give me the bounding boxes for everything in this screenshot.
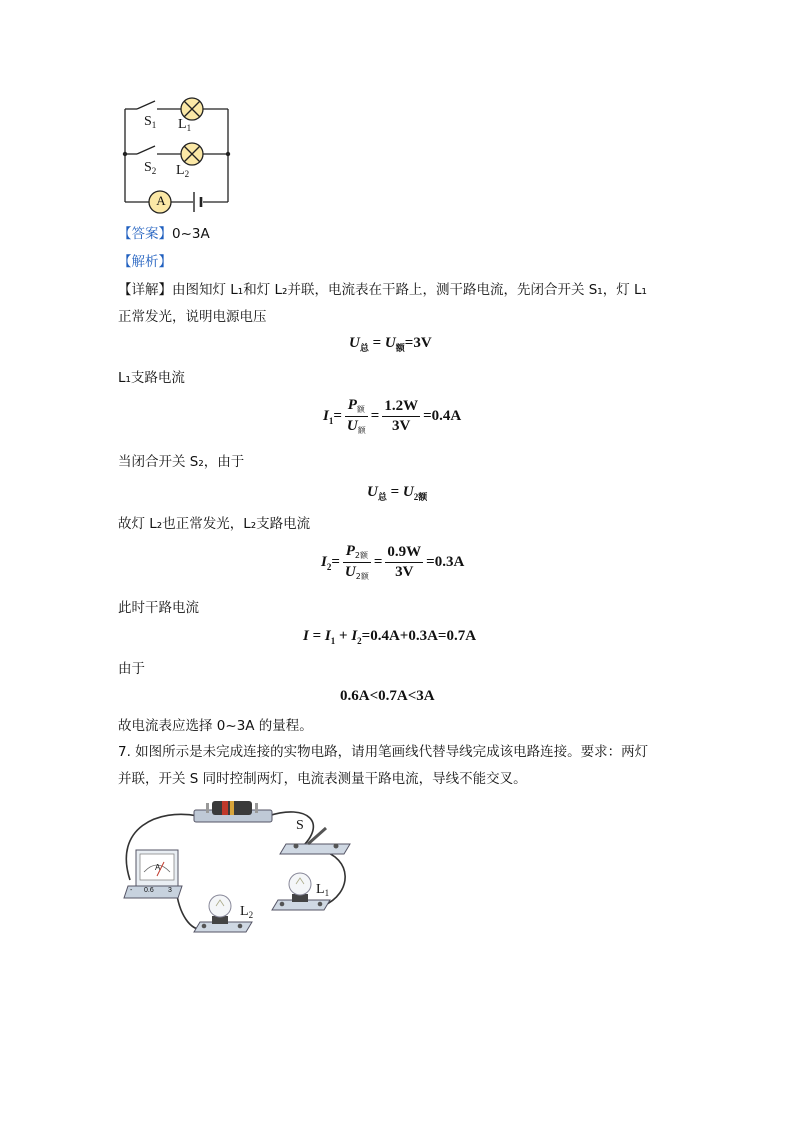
meter-a-label: A (155, 863, 161, 872)
meter-3-terminal: 3 (168, 887, 172, 894)
question7-line1: 7. 如图所示是未完成连接的实物电路，请用笔画线代替导线完成该电路连接。要求：两灯 (118, 744, 649, 760)
lamp-l2-label: L (176, 163, 185, 178)
line-l2-current: 故灯 L₂也正常发光，L₂支路电流 (118, 516, 311, 532)
lamp-l1-label: L (178, 117, 187, 132)
line-l1-current: L₁支路电流 (118, 370, 185, 386)
lamp-l2-sub: 2 (184, 169, 190, 179)
ammeter-label: A (156, 193, 166, 208)
physical-switch-label: S (296, 818, 304, 833)
equation-i2: $I_2=$ $\frac{P_{2额}}{U_{2额}}$ = $\frac{0.9W}{3V}$ =0.3A (321, 543, 465, 581)
physical-l2-label: L (240, 904, 249, 919)
switch-s1-label: S (144, 114, 152, 129)
equation-voltage: $U_总 = U_额=3V$ (349, 335, 432, 353)
meter-minus-terminal: - (130, 887, 133, 894)
detail-line2: 正常发光，说明电源电压 (118, 309, 267, 325)
switch-s2-sub: 2 (151, 166, 157, 176)
detail-line1: 由图知灯 L₁和灯 L₂并联，电流表在干路上，测干路电流，先闭合开关 S₁，灯 L₁ (172, 282, 647, 298)
analysis-tag: 【解析】 (118, 254, 172, 270)
line-since: 由于 (118, 661, 145, 677)
equation-total-current: $I = I_1 + I_2=0.4A+0.3A=0.7A$ (303, 628, 477, 646)
switch-s1-sub: 1 (151, 120, 157, 130)
physical-circuit-picture (118, 798, 358, 943)
lamp-l1-sub: 1 (186, 123, 192, 133)
detail-tag: 【详解】 (118, 282, 172, 298)
physical-l2-sub: 2 (248, 910, 254, 920)
meter-06-terminal: 0.6 (144, 887, 154, 894)
physical-l1-label: L (316, 882, 325, 897)
battery-symbol (194, 192, 201, 212)
circuit-diagram (115, 92, 245, 217)
equation-inequality: 0.6A<0.7A<3A (340, 688, 435, 704)
lamp-l2-symbol (181, 143, 203, 165)
answer-value: 0~3A (172, 226, 210, 242)
equation-u-total: $U_总 = U_{2额}$ (367, 484, 428, 502)
question7-line2: 并联，开关 S 同时控制两灯，电流表测量干路电流，导线不能交叉。 (118, 771, 527, 787)
line-s2-closed: 当闭合开关 S₂，由于 (118, 454, 245, 470)
battery-icon (194, 801, 272, 822)
answer-tag: 【答案】 (118, 226, 172, 242)
equation-i1: $I_1=$ $\frac{P_额}{U_额}$ = $\frac{1.2W}{3V}$ =0.4A (323, 397, 462, 435)
physical-l1-sub: 1 (324, 888, 330, 898)
switch-s2-label: S (144, 160, 152, 175)
line-trunk-current: 此时干路电流 (118, 600, 199, 616)
switch-icon (280, 828, 350, 854)
conclusion-text: 故电流表应选择 0~3A 的量程。 (118, 718, 313, 734)
